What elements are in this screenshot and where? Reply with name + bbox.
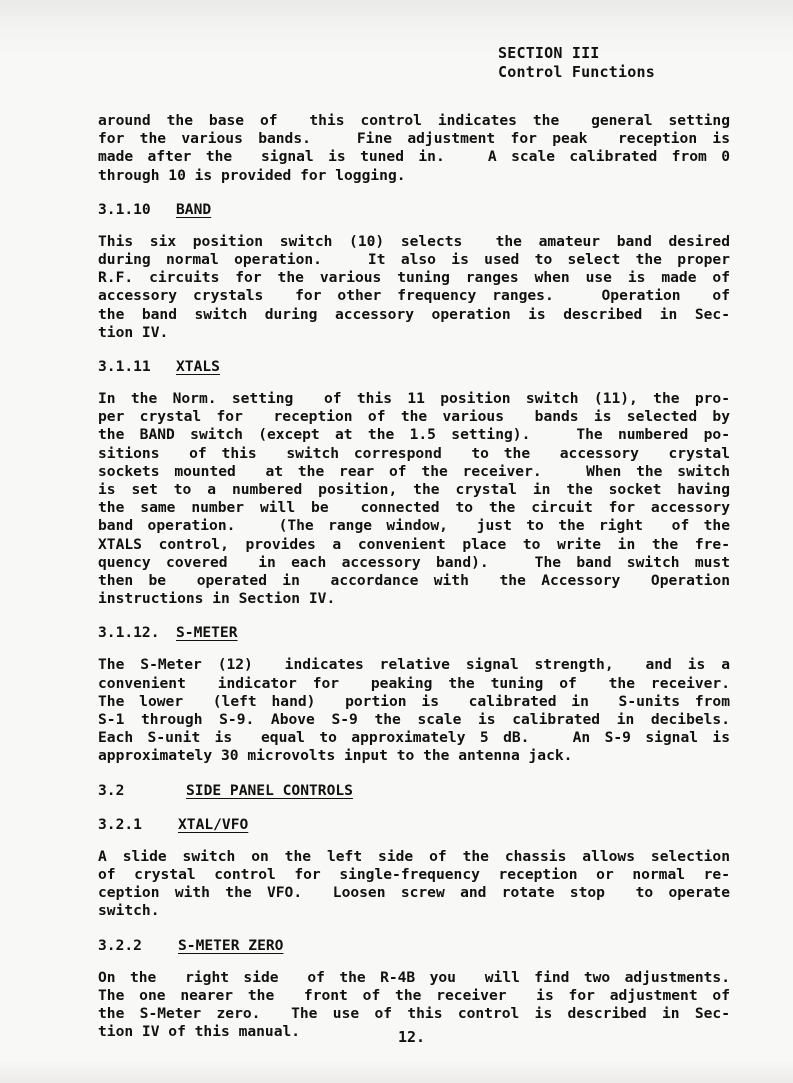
paragraph bbox=[98, 390, 730, 608]
page-number: 12. bbox=[398, 1028, 426, 1046]
paragraph-line: ception with the VFO. Loosen screw and rotate stop to operate bbox=[98, 884, 730, 902]
paragraph-line: the same number will be connected to the circuit for accessory bbox=[98, 499, 730, 517]
paragraph-line: In the Norm. setting of this 11 position switch (11), the pro- bbox=[98, 390, 730, 408]
paragraph-line: approximately 30 microvolts input to the antenna jack. bbox=[98, 747, 573, 765]
paragraph-line: A slide switch on the left side of the chassis allows selection bbox=[98, 847, 730, 865]
paragraph-line: instructions in Section IV. bbox=[98, 590, 336, 608]
section-heading bbox=[98, 201, 730, 219]
section-header bbox=[498, 44, 655, 82]
heading-number: 3.2.1 bbox=[98, 815, 142, 833]
paragraph-line: then be operated in accordance with the Accessory Operation bbox=[98, 572, 730, 590]
paragraph-line: band operation. (The range window, just to the right of the bbox=[98, 517, 730, 535]
paragraph-line: the band switch during accessory operation is described in Sec- bbox=[98, 305, 730, 323]
heading-number: 3.1.11 bbox=[98, 358, 151, 376]
paragraph-line: sitions of this switch correspond to the accessory crystal bbox=[98, 444, 730, 462]
heading-title: XTALS bbox=[176, 358, 220, 376]
paragraph-line: around the base of this control indicates the general setting bbox=[98, 112, 730, 129]
paragraph-line: convenient indicator for peaking the tuning of the receiver. bbox=[98, 674, 730, 692]
paragraph-line: R.F. circuits for the various tuning ranges when use is made of bbox=[98, 269, 730, 287]
paragraph-line: the BAND switch (except at the 1.5 setting). The numbered po- bbox=[98, 426, 730, 444]
section-heading bbox=[98, 937, 730, 955]
paragraph-line: for the various bands. Fine adjustment for peak reception is bbox=[98, 130, 730, 148]
heading-number: 3.1.12. bbox=[98, 624, 160, 642]
paragraph bbox=[98, 233, 730, 342]
page-body bbox=[98, 112, 730, 1041]
paragraph-line: The S-Meter (12) indicates relative signal strength, and is a bbox=[98, 656, 730, 674]
paragraph-line: S-1 through S-9. Above S-9 the scale is calibrated in decibels. bbox=[98, 711, 730, 729]
heading-number: 3.2.2 bbox=[98, 936, 142, 954]
paragraph-line: per crystal for reception of the various bands is selected by bbox=[98, 408, 730, 426]
paragraph-line: of crystal control for single-frequency reception or normal re- bbox=[98, 865, 730, 883]
heading-number: 3.1.10 bbox=[98, 200, 151, 218]
paragraph-line: during normal operation. It also is used to select the proper bbox=[98, 251, 730, 269]
paragraph-line: is set to a numbered position, the crystal in the socket having bbox=[98, 481, 730, 499]
paragraph-line: through 10 is provided for logging. bbox=[98, 166, 406, 184]
paragraph-line: The lower (left hand) portion is calibrated in S-units from bbox=[98, 692, 730, 710]
section-heading bbox=[98, 816, 730, 834]
heading-number: 3.2 bbox=[98, 781, 125, 799]
paragraph-line: tion IV. bbox=[98, 323, 169, 341]
section-heading bbox=[98, 358, 730, 376]
paragraph-line: sockets mounted at the rear of the receiver. When the switch bbox=[98, 462, 730, 480]
paragraph-line: On the right side of the R-4B you will find two adjustments. bbox=[98, 968, 730, 986]
heading-title: BAND bbox=[176, 200, 212, 218]
heading-title: XTAL/VFO bbox=[178, 815, 249, 833]
paragraph-line: the S-Meter zero. The use of this control is described in Sec- bbox=[98, 1004, 730, 1022]
paragraph bbox=[98, 112, 730, 185]
section-heading bbox=[98, 624, 730, 642]
paragraph bbox=[98, 656, 730, 765]
paragraph-line: accessory crystals for other frequency ranges. Operation of bbox=[98, 287, 730, 305]
paragraph-line: The one nearer the front of the receiver is for adjustment of bbox=[98, 986, 730, 1004]
paragraph-line: This six position switch (10) selects the amateur band desired bbox=[98, 232, 730, 250]
paragraph-line: Each S-unit is equal to approximately 5 dB. An S-9 signal is bbox=[98, 729, 730, 747]
paragraph-line: made after the signal is tuned in. A scale calibrated from 0 bbox=[98, 148, 730, 166]
section-heading bbox=[98, 782, 730, 800]
paragraph-line: tion IV of this manual. bbox=[98, 1023, 301, 1041]
heading-title: S-METER bbox=[176, 624, 238, 642]
heading-title: S-METER ZERO bbox=[178, 936, 284, 954]
heading-title: SIDE PANEL CONTROLS bbox=[186, 781, 353, 799]
paragraph-line: switch. bbox=[98, 902, 160, 920]
section-title: Control Functions bbox=[498, 63, 655, 81]
paragraph-line: quency covered in each accessory band). The band switch must bbox=[98, 553, 730, 571]
paragraph bbox=[98, 848, 730, 921]
paragraph-line: XTALS control, provides a convenient place to write in the fre- bbox=[98, 535, 730, 553]
section-number: SECTION III bbox=[498, 44, 600, 62]
